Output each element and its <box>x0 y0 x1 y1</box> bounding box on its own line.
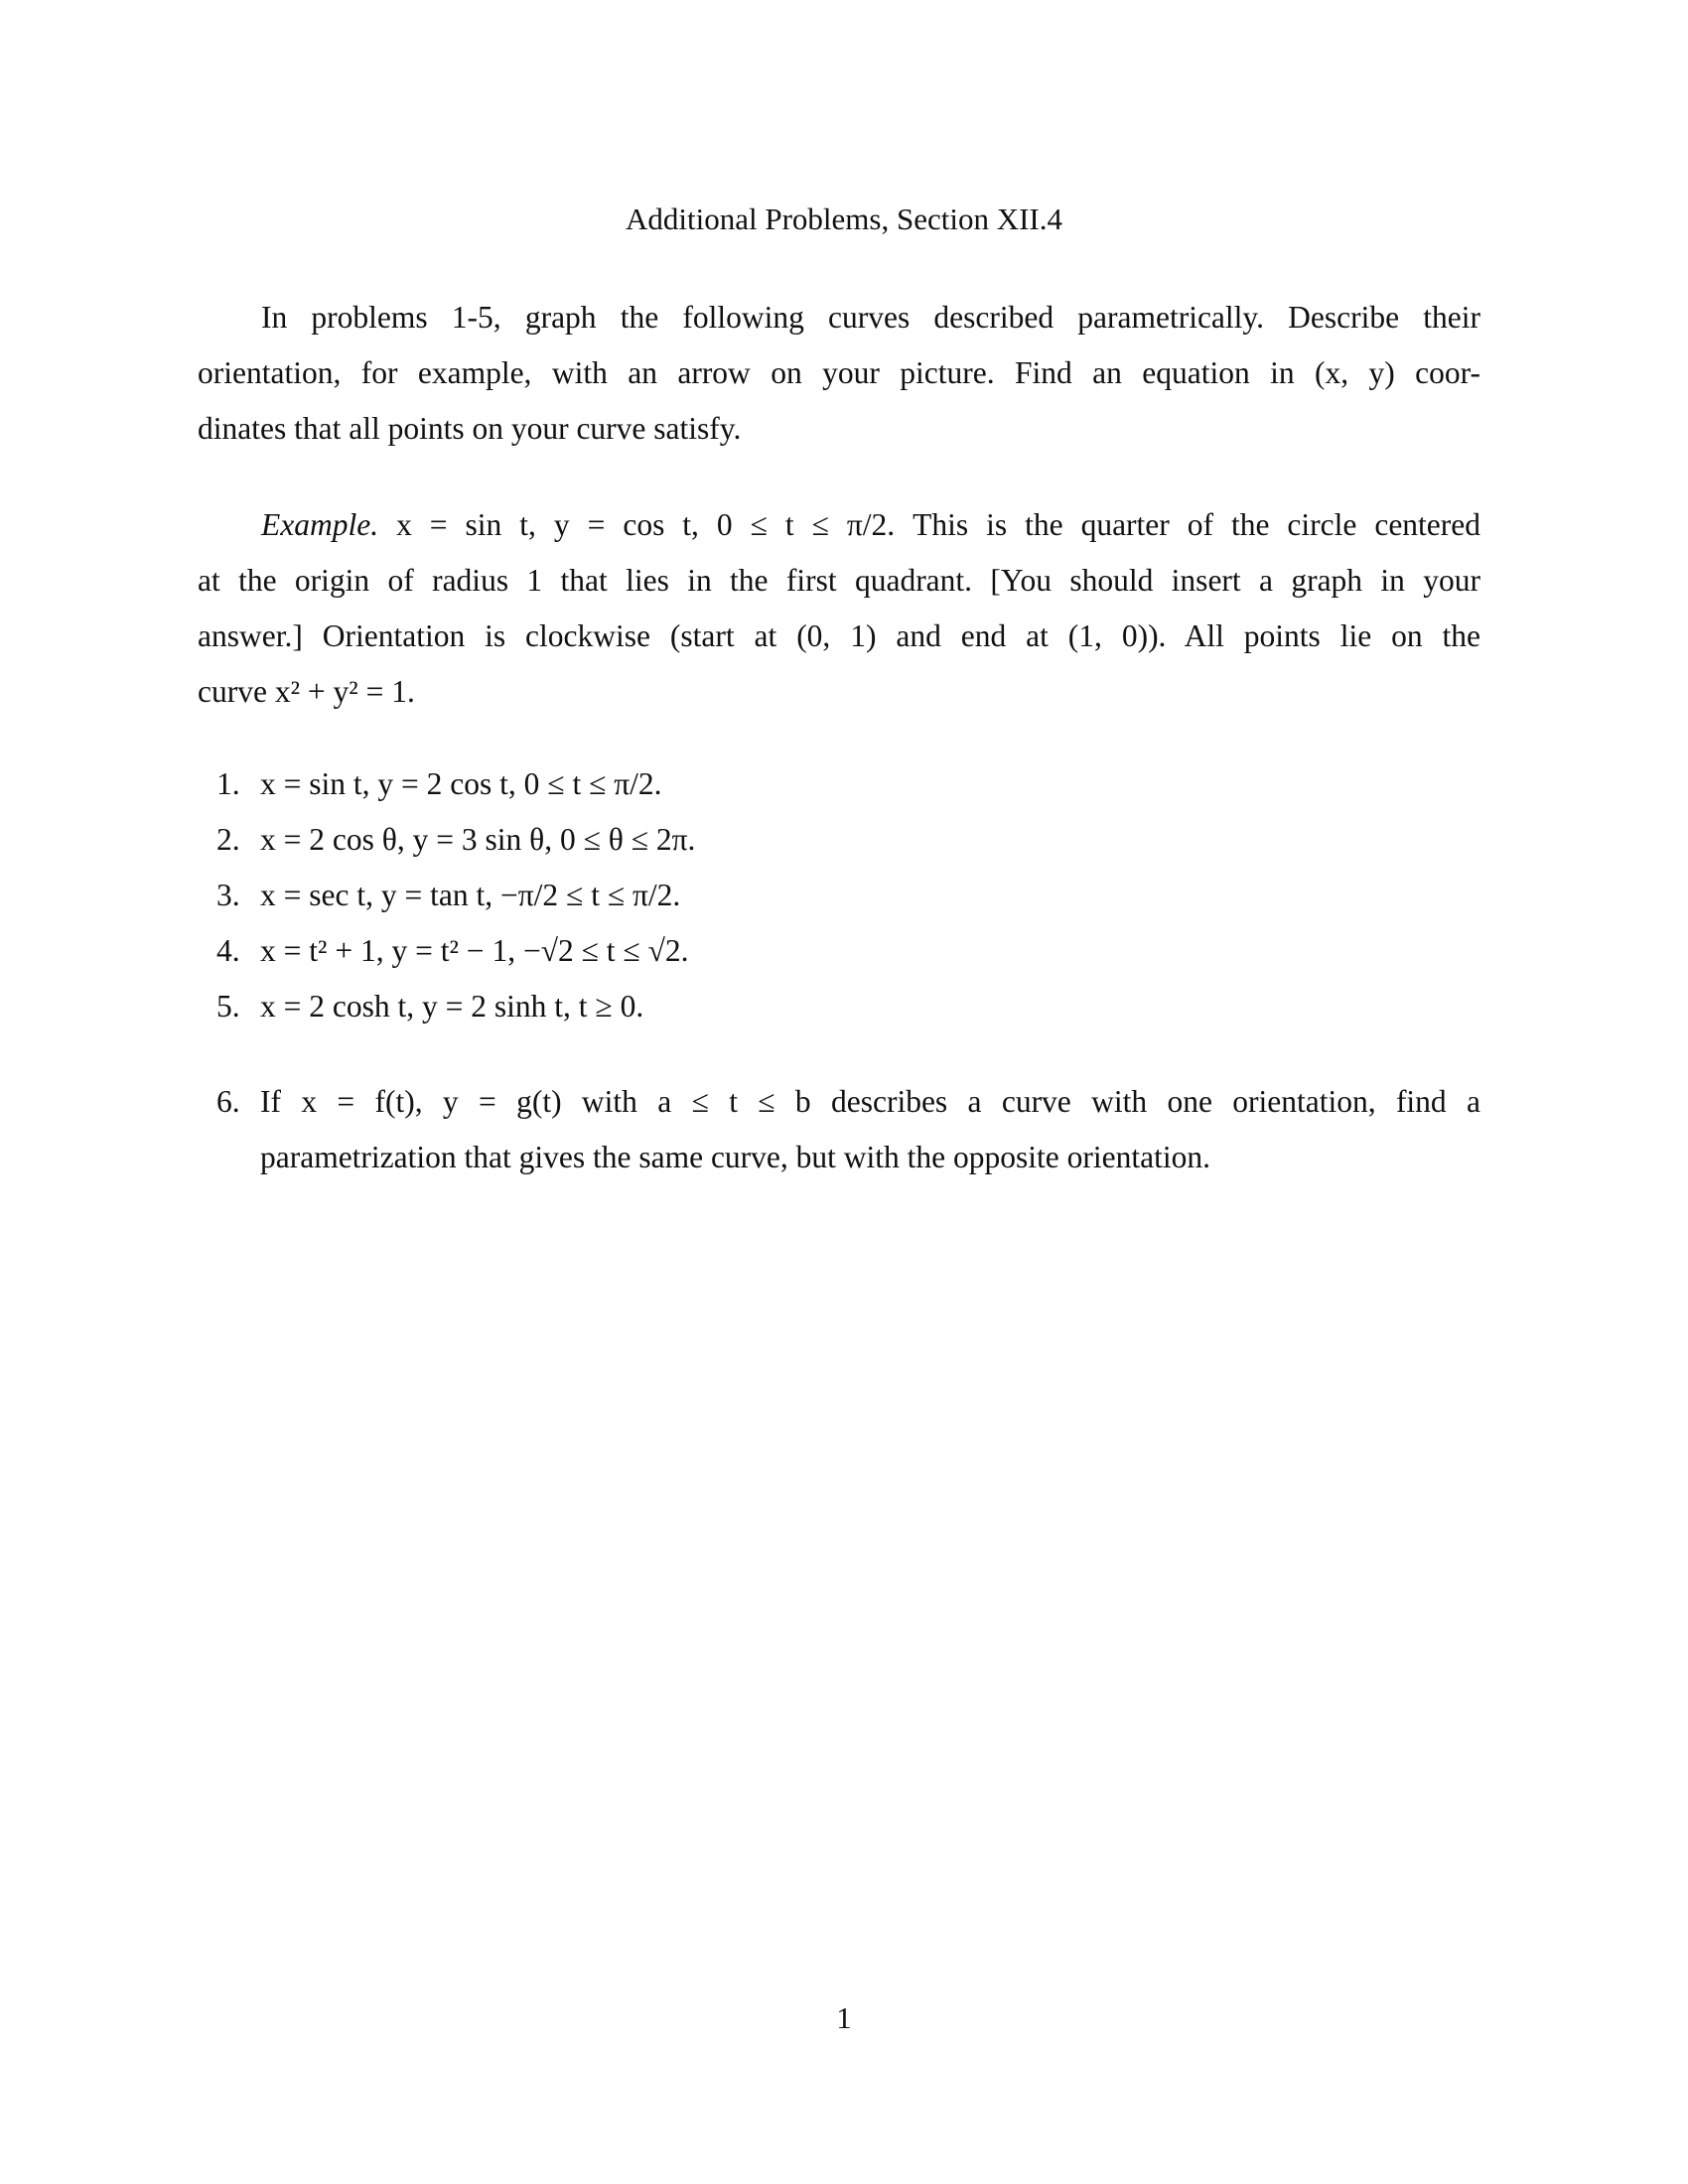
problem-6-line: parametrization that gives the same curve, but with the opposite orientation. <box>260 1140 1210 1174</box>
problem-text: x = 2 cos θ, y = 3 sin θ, 0 ≤ θ ≤ 2π. <box>260 822 696 857</box>
problem-number: 2. <box>216 822 240 857</box>
intro-line: dinates that all points on your curve satisfy. <box>198 411 742 446</box>
example-text: x = sin t, y = cos t, 0 ≤ t ≤ π/2. This is the quarter of the circle centered <box>378 507 1480 542</box>
example-line <box>198 497 1480 553</box>
example-label: Example. <box>261 507 379 542</box>
example-paragraph <box>198 497 1480 720</box>
problem-item <box>216 756 1480 812</box>
problem-number: 6. <box>216 1084 240 1119</box>
page-title: Additional Problems, Section XII.4 <box>626 202 1062 236</box>
problem-number: 3. <box>216 878 240 912</box>
intro-paragraph <box>198 290 1480 457</box>
problem-number: 4. <box>216 933 240 968</box>
example-line: curve x² + y² = 1. <box>198 674 415 709</box>
problem-text: x = sin t, y = 2 cos t, 0 ≤ t ≤ π/2. <box>260 766 662 801</box>
intro-line: In problems 1-5, graph the following curves described parametrically. Describe their <box>261 300 1480 335</box>
problem-6-body <box>216 1074 1480 1185</box>
problem-item <box>216 812 1480 868</box>
problem-text: x = 2 cosh t, y = 2 sinh t, t ≥ 0. <box>260 989 644 1024</box>
example-line: at the origin of radius 1 that lies in the first quadrant. [You should insert a graph in your <box>198 563 1480 598</box>
problem-item-6 <box>216 1074 1480 1185</box>
problem-item <box>216 979 1480 1034</box>
problem-text: x = sec t, y = tan t, −π/2 ≤ t ≤ π/2. <box>260 878 681 912</box>
problem-list <box>216 756 1480 1034</box>
example-line: answer.] Orientation is clockwise (start at (0, 1) and end at (1, 0)). All points lie on the <box>198 618 1480 653</box>
problem-number: 1. <box>216 766 240 801</box>
page-number: 1 <box>836 2000 852 2035</box>
problem-item <box>216 868 1480 923</box>
problem-number: 5. <box>216 989 240 1024</box>
problem-item <box>216 923 1480 979</box>
problem-text: x = t² + 1, y = t² − 1, −√2 ≤ t ≤ √2. <box>260 933 689 968</box>
problem-6-line: If x = f(t), y = g(t) with a ≤ t ≤ b describes a curve with one orientation, find a <box>260 1084 1480 1119</box>
intro-line: orientation, for example, with an arrow on your picture. Find an equation in (x, y) coor- <box>198 355 1480 390</box>
